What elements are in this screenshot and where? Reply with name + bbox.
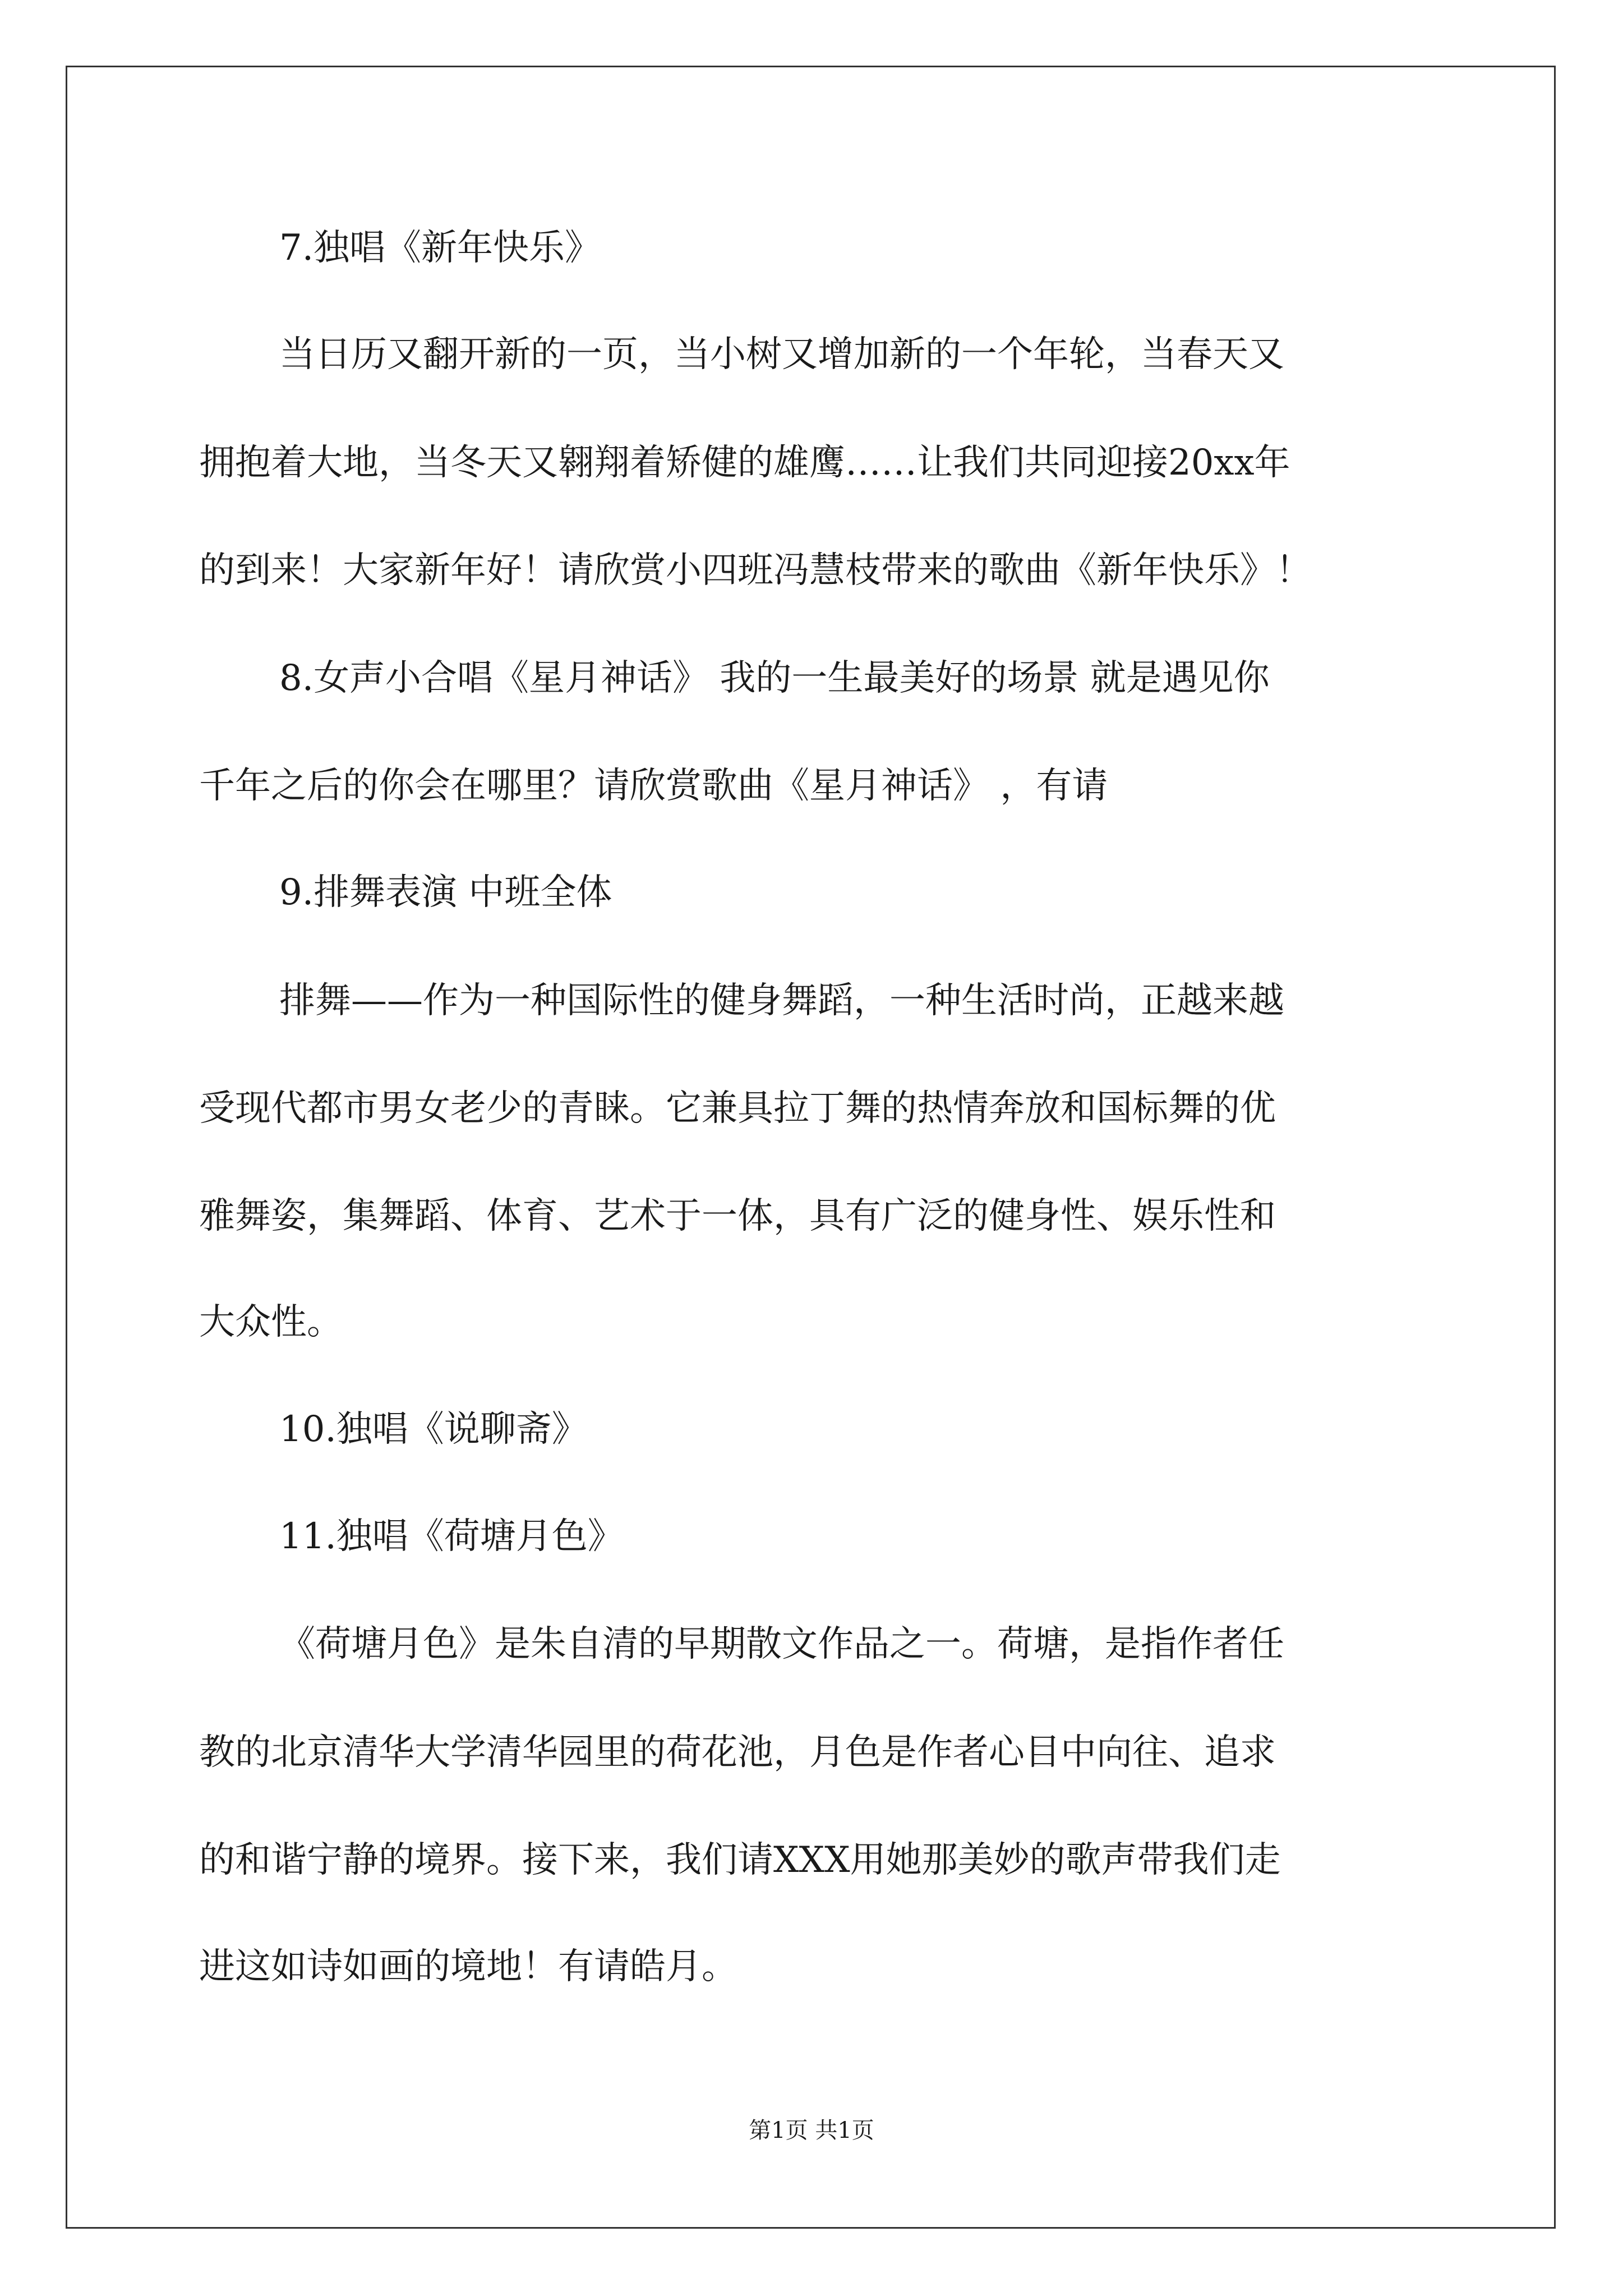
paragraph-line: 的到来！大家新年好！请欣赏小四班冯慧枝带来的歌曲《新年快乐》！ xyxy=(199,550,1312,591)
paragraph-line: 的和谐宁静的境界。接下来，我们请XXX用她那美妙的歌声带我们走 xyxy=(199,1839,1281,1881)
paragraph-line: 大众性。 xyxy=(199,1301,343,1343)
paragraph-line: 教的北京清华大学清华园里的荷花池，月色是作者心目中向往、追求 xyxy=(199,1732,1276,1773)
paragraph-line: 雅舞姿，集舞蹈、体育、艺术于一体，具有广泛的健身性、娱乐性和 xyxy=(199,1195,1276,1237)
paragraph-line: 受现代都市男女老少的青睐。它兼具拉丁舞的热情奔放和国标舞的优 xyxy=(199,1088,1276,1129)
item-heading-9: 9.排舞表演 中班全体 xyxy=(279,872,612,913)
item-heading-10: 10.独唱《说聊斋》 xyxy=(279,1409,588,1450)
paragraph-line: 千年之后的你会在哪里？请欣赏歌曲《星月神话》 ，有请 xyxy=(199,765,1108,807)
item-heading-7: 7.独唱《新年快乐》 xyxy=(279,227,601,269)
item-heading-11: 11.独唱《荷塘月色》 xyxy=(279,1516,624,1557)
paragraph-line: 当日历又翻开新的一页，当小树又增加新的一个年轮，当春天又 xyxy=(279,334,1284,375)
page-footer: 第1页 共1页 xyxy=(749,2118,874,2143)
paragraph-line: 排舞——作为一种国际性的健身舞蹈，一种生活时尚，正越来越 xyxy=(279,980,1284,1022)
page-border xyxy=(66,66,1556,2229)
item-heading-8: 8.女声小合唱《星月神话》 我的一生最美好的场景 就是遇见你 xyxy=(279,657,1270,699)
paragraph-line: 进这如诗如画的境地！有请皓月。 xyxy=(199,1946,737,1987)
paragraph-line: 《荷塘月色》是朱自清的早期散文作品之一。荷塘，是指作者任 xyxy=(279,1623,1284,1665)
paragraph-line: 拥抱着大地，当冬天又翱翔着矫健的雄鹰……让我们共同迎接20xx年 xyxy=(199,442,1290,484)
